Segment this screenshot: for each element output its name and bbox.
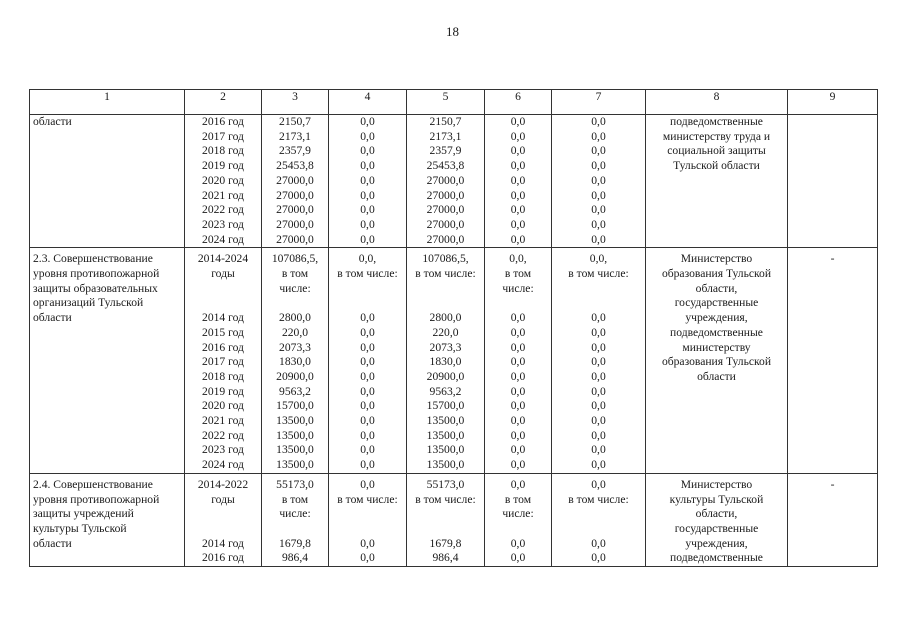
- funding-total-v7: в том числе:: [568, 492, 629, 506]
- executor-cell: [646, 473, 788, 566]
- funding-total-v3: в том: [281, 267, 309, 281]
- funding-value-v4: 0,0: [360, 311, 375, 325]
- funding-total-v3: в том: [281, 492, 309, 506]
- funding-value-v3: 20900,0: [276, 369, 314, 383]
- funding-value-v5: 13500,0: [426, 414, 465, 428]
- funding-value-v6: 0,0: [510, 355, 526, 369]
- executor-line: области: [697, 369, 736, 383]
- funding-value-v4: 0,0: [360, 232, 375, 246]
- year-label: 2023 год: [202, 217, 244, 231]
- funding-value-v4: 0,0: [360, 129, 375, 143]
- funding-value-v6: 0,0: [510, 443, 526, 457]
- funding-value-v4: 0,0: [360, 399, 375, 413]
- funding-value-v4: 0,0: [360, 188, 375, 202]
- funding-value-v7: 0,0: [591, 159, 606, 173]
- funding-value-v3: 2357,9: [279, 144, 311, 158]
- executor-line: подведомственные: [670, 551, 763, 565]
- executor-line: социальной защиты: [667, 144, 766, 158]
- year-label: 2019 год: [202, 159, 244, 173]
- funding-cell-v6: [485, 473, 552, 566]
- funding-value-v4: 0,0: [360, 217, 375, 231]
- funding-value-v4: 0,0: [360, 384, 375, 398]
- funding-value-v5: 2173,1: [429, 129, 462, 143]
- header-col-9: 9: [788, 90, 878, 115]
- funding-total-v3: числе:: [279, 281, 311, 295]
- spacer: [187, 522, 259, 537]
- year-label: 2016 год: [202, 551, 244, 565]
- funding-value-v3: 13500,0: [276, 428, 314, 442]
- funding-value-v7: 0,0: [591, 369, 606, 383]
- funding-total-v4: в том числе:: [337, 267, 398, 281]
- funding-value-v4: 0,0: [360, 428, 375, 442]
- funding-value-v7: 0,0: [591, 115, 606, 128]
- spacer: [487, 296, 549, 311]
- funding-value-v6: 0,0: [510, 129, 526, 143]
- measure-name-line: уровня противопожарной: [33, 492, 160, 506]
- funding-cell-v7: [552, 248, 646, 474]
- funding-value-v6: 0,0: [510, 311, 526, 325]
- funding-value-v6: 0,0: [510, 325, 526, 339]
- executor-line: Министерство: [680, 252, 753, 266]
- funding-cell-v5: [407, 115, 485, 248]
- funding-value-v6: 0,0: [510, 173, 526, 187]
- funding-value-v7: 0,0: [591, 340, 606, 354]
- funding-value-v4: 0,0: [360, 458, 375, 472]
- result-cell: -: [788, 248, 878, 474]
- funding-value-v6: 0,0: [510, 144, 526, 158]
- executor-cell: [646, 248, 788, 474]
- funding-total-v4: 0,0,: [358, 252, 377, 266]
- funding-value-v6: 0,0: [510, 399, 526, 413]
- funding-value-v5: 27000,0: [426, 217, 465, 231]
- funding-value-v7: 0,0: [591, 325, 606, 339]
- funding-value-v4: 0,0: [360, 443, 375, 457]
- spacer: [331, 296, 404, 311]
- measure-name-cell: [30, 115, 185, 248]
- funding-value-v7: 0,0: [591, 311, 606, 325]
- period-total-label: годы: [211, 267, 235, 281]
- funding-cell-v4: [329, 473, 407, 566]
- executor-line: области,: [695, 507, 738, 521]
- funding-value-v3: 1830,0: [279, 355, 311, 369]
- year-label: 2017 год: [202, 129, 244, 143]
- funding-total-v7: 0,0: [591, 477, 606, 491]
- funding-value-v4: 0,0: [360, 115, 375, 128]
- funding-value-v3: 13500,0: [276, 443, 314, 457]
- funding-value-v5: 20900,0: [426, 369, 465, 383]
- funding-value-v5: 2073,3: [429, 340, 462, 354]
- funding-cell-v3: [262, 248, 329, 474]
- funding-value-v5: 15700,0: [426, 399, 465, 413]
- header-col-2: 2: [185, 90, 262, 115]
- funding-value-v3: 986,4: [281, 551, 309, 565]
- year-label: 2023 год: [202, 443, 244, 457]
- funding-value-v5: 25453,8: [426, 159, 465, 173]
- measure-name-line: уровня противопожарной: [33, 267, 160, 281]
- funding-value-v7: 0,0: [591, 129, 606, 143]
- measure-name-line: организаций Тульской: [33, 296, 144, 310]
- funding-value-v3: 2173,1: [279, 129, 311, 143]
- funding-value-v3: 13500,0: [276, 458, 314, 472]
- year-label: 2017 год: [202, 355, 244, 369]
- funding-value-v7: 0,0: [591, 217, 606, 231]
- funding-total-v3: 55173,0: [276, 477, 314, 491]
- funding-value-v4: 0,0: [360, 369, 375, 383]
- funding-cell-v5: [407, 473, 485, 566]
- year-label: 2018 год: [202, 369, 244, 383]
- period-cell: [185, 248, 262, 474]
- funding-total-v5: в том числе:: [415, 267, 476, 281]
- funding-value-v7: 0,0: [591, 384, 606, 398]
- spacer: [187, 296, 259, 311]
- header-col-8: 8: [646, 90, 788, 115]
- spacer: [487, 522, 549, 537]
- header-row: [30, 90, 878, 115]
- spacer: [264, 522, 326, 537]
- period-total-label: годы: [211, 492, 235, 506]
- funding-value-v6: 0,0: [510, 203, 526, 217]
- funding-cell-v3: [262, 473, 329, 566]
- funding-value-v3: 2150,7: [279, 115, 311, 128]
- measure-name-line: 2.3. Совершенствование: [33, 252, 153, 266]
- funding-value-v6: 0,0: [510, 428, 526, 442]
- funding-value-v7: 0,0: [591, 232, 606, 246]
- funding-value-v3: 2800,0: [279, 311, 311, 325]
- year-label: 2016 год: [202, 340, 244, 354]
- funding-value-v5: 27000,0: [426, 188, 465, 202]
- funding-total-v6: 0,0: [510, 477, 526, 491]
- funding-value-v3: 27000,0: [276, 173, 314, 187]
- funding-total-v3: 107086,5,: [271, 252, 319, 266]
- funding-value-v7: 0,0: [591, 203, 606, 217]
- table-row-section-1: [30, 248, 878, 474]
- spacer: [409, 522, 482, 537]
- measure-name-cell: [30, 248, 185, 474]
- period-cell: [185, 115, 262, 248]
- funding-cell-v4: [329, 115, 407, 248]
- spacer: [331, 282, 404, 297]
- spacer: [554, 282, 643, 297]
- funding-value-v5: 13500,0: [426, 428, 465, 442]
- spacer: [187, 507, 259, 522]
- executor-cell: [646, 115, 788, 248]
- funding-value-v3: 25453,8: [276, 159, 314, 173]
- spacer: [331, 507, 404, 522]
- header-col-7: 7: [552, 90, 646, 115]
- table-row-section-2: [30, 473, 878, 566]
- measure-name-line: культуры Тульской: [33, 521, 127, 535]
- period-total-label: 2014-2022: [197, 477, 249, 491]
- executor-line: Министерство: [680, 477, 753, 491]
- funding-value-v6: 0,0: [510, 458, 526, 472]
- executor-line: учреждения,: [685, 536, 748, 550]
- funding-total-v6: 0,0,: [509, 252, 527, 266]
- spacer: [409, 282, 482, 297]
- spacer: [554, 296, 643, 311]
- measure-name-line: защиты образовательных: [33, 281, 158, 295]
- table-row-section-0: [30, 115, 878, 248]
- executor-line: государственные: [674, 296, 759, 310]
- funding-value-v4: 0,0: [360, 144, 375, 158]
- executor-line: государственные: [674, 521, 759, 535]
- funding-value-v7: 0,0: [591, 414, 606, 428]
- funding-value-v3: 2073,3: [279, 340, 311, 354]
- budget-table: [29, 89, 878, 567]
- executor-line: Тульской области: [673, 159, 760, 173]
- year-label: 2014 год: [202, 536, 244, 550]
- executor-line: министерству труда и: [662, 129, 771, 143]
- year-label: 2020 год: [202, 399, 244, 413]
- funding-total-v5: 107086,5,: [422, 252, 469, 266]
- funding-value-v3: 27000,0: [276, 232, 314, 246]
- funding-value-v5: 2800,0: [429, 311, 462, 325]
- executor-line: области,: [695, 281, 738, 295]
- funding-total-v6: в том: [504, 267, 532, 281]
- header-col-1: 1: [30, 90, 185, 115]
- header-col-6: 6: [485, 90, 552, 115]
- funding-value-v6: 0,0: [510, 551, 526, 565]
- measure-name-line: области: [33, 311, 72, 325]
- funding-total-v7: 0,0,: [589, 252, 608, 266]
- funding-value-v3: 1679,8: [279, 536, 311, 550]
- spacer: [187, 282, 259, 297]
- year-label: 2015 год: [202, 325, 244, 339]
- funding-value-v6: 0,0: [510, 414, 526, 428]
- executor-line: учреждения,: [685, 311, 748, 325]
- funding-value-v4: 0,0: [360, 173, 375, 187]
- period-cell: [185, 473, 262, 566]
- funding-value-v5: 2357,9: [429, 144, 462, 158]
- funding-value-v7: 0,0: [591, 428, 606, 442]
- year-label: 2016 год: [202, 115, 244, 128]
- header-col-5: 5: [407, 90, 485, 115]
- funding-cell-v6: [485, 115, 552, 248]
- funding-value-v7: 0,0: [591, 144, 606, 158]
- funding-value-v6: 0,0: [510, 159, 526, 173]
- funding-total-v7: в том числе:: [568, 267, 629, 281]
- funding-value-v5: 27000,0: [426, 173, 465, 187]
- funding-value-v5: 986,4: [432, 551, 459, 565]
- measure-name-line: 2.4. Совершенствование: [33, 477, 153, 491]
- year-label: 2022 год: [202, 203, 244, 217]
- funding-value-v6: 0,0: [510, 232, 526, 246]
- funding-cell-v7: [552, 115, 646, 248]
- funding-value-v6: 0,0: [510, 536, 526, 550]
- measure-name-cell: [30, 473, 185, 566]
- funding-value-v3: 27000,0: [276, 203, 314, 217]
- funding-value-v5: 1679,8: [429, 536, 462, 550]
- spacer: [264, 296, 326, 311]
- funding-value-v7: 0,0: [591, 458, 606, 472]
- executor-line: подведомственные: [670, 325, 763, 339]
- funding-value-v7: 0,0: [591, 443, 606, 457]
- period-total-label: 2014-2024: [197, 252, 249, 266]
- funding-value-v4: 0,0: [360, 340, 375, 354]
- funding-total-v5: 55173,0: [426, 477, 465, 491]
- funding-value-v6: 0,0: [510, 384, 526, 398]
- funding-value-v5: 1830,0: [429, 355, 462, 369]
- funding-value-v5: 220,0: [432, 325, 459, 339]
- funding-value-v7: 0,0: [591, 551, 606, 565]
- funding-value-v5: 13500,0: [426, 458, 465, 472]
- spacer: [554, 522, 643, 537]
- funding-value-v6: 0,0: [510, 369, 526, 383]
- spacer: [554, 507, 643, 522]
- executor-line: министерству: [682, 340, 751, 354]
- table-body: [30, 115, 878, 567]
- year-label: 2021 год: [202, 188, 244, 202]
- funding-value-v3: 15700,0: [276, 399, 314, 413]
- funding-value-v7: 0,0: [591, 188, 606, 202]
- funding-total-v5: в том числе:: [415, 492, 476, 506]
- funding-cell-v7: [552, 473, 646, 566]
- measure-name-line: области: [33, 115, 72, 128]
- funding-value-v5: 9563,2: [429, 384, 462, 398]
- funding-total-v6: числе:: [502, 507, 534, 521]
- funding-value-v3: 27000,0: [276, 217, 314, 231]
- measure-name-line: области: [33, 536, 72, 550]
- executor-line: культуры Тульской: [669, 492, 764, 506]
- executor-line: образования Тульской: [661, 355, 772, 369]
- year-label: 2018 год: [202, 144, 244, 158]
- year-label: 2014 год: [202, 311, 244, 325]
- funding-cell-v5: [407, 248, 485, 474]
- year-label: 2024 год: [202, 232, 244, 246]
- funding-value-v5: 27000,0: [426, 203, 465, 217]
- year-label: 2019 год: [202, 384, 244, 398]
- funding-value-v3: 220,0: [281, 325, 309, 339]
- executor-line: подведомственные: [670, 115, 763, 128]
- funding-value-v4: 0,0: [360, 536, 375, 550]
- year-label: 2021 год: [202, 414, 244, 428]
- funding-value-v4: 0,0: [360, 355, 375, 369]
- funding-total-v4: в том числе:: [337, 492, 398, 506]
- header-col-3: 3: [262, 90, 329, 115]
- funding-value-v4: 0,0: [360, 414, 375, 428]
- year-label: 2024 год: [202, 458, 244, 472]
- result-cell: [788, 115, 878, 248]
- header-col-4: 4: [329, 90, 407, 115]
- measure-name-line: защиты учреждений: [33, 507, 134, 521]
- funding-value-v6: 0,0: [510, 188, 526, 202]
- funding-value-v7: 0,0: [591, 399, 606, 413]
- funding-value-v7: 0,0: [591, 536, 606, 550]
- funding-cell-v3: [262, 115, 329, 248]
- year-label: 2022 год: [202, 428, 244, 442]
- funding-value-v4: 0,0: [360, 551, 375, 565]
- funding-total-v4: 0,0: [360, 477, 375, 491]
- spacer: [409, 507, 482, 522]
- funding-value-v5: 13500,0: [426, 443, 465, 457]
- funding-value-v6: 0,0: [510, 115, 526, 128]
- executor-line: образования Тульской: [661, 267, 772, 281]
- funding-value-v4: 0,0: [360, 325, 375, 339]
- funding-value-v6: 0,0: [510, 217, 526, 231]
- funding-value-v3: 27000,0: [276, 188, 314, 202]
- funding-value-v6: 0,0: [510, 340, 526, 354]
- funding-value-v4: 0,0: [360, 159, 375, 173]
- funding-cell-v6: [485, 248, 552, 474]
- funding-value-v5: 27000,0: [426, 232, 465, 246]
- funding-total-v3: числе:: [279, 507, 311, 521]
- funding-total-v6: в том: [504, 492, 532, 506]
- year-label: 2020 год: [202, 173, 244, 187]
- funding-value-v7: 0,0: [591, 355, 606, 369]
- page-number: 18: [446, 24, 459, 39]
- spacer: [331, 522, 404, 537]
- funding-value-v3: 13500,0: [276, 414, 314, 428]
- spacer: [409, 296, 482, 311]
- funding-value-v5: 2150,7: [429, 115, 462, 128]
- funding-cell-v4: [329, 248, 407, 474]
- funding-value-v4: 0,0: [360, 203, 375, 217]
- result-cell: -: [788, 473, 878, 566]
- funding-total-v6: числе:: [502, 281, 534, 295]
- funding-value-v3: 9563,2: [279, 384, 311, 398]
- funding-value-v7: 0,0: [591, 173, 606, 187]
